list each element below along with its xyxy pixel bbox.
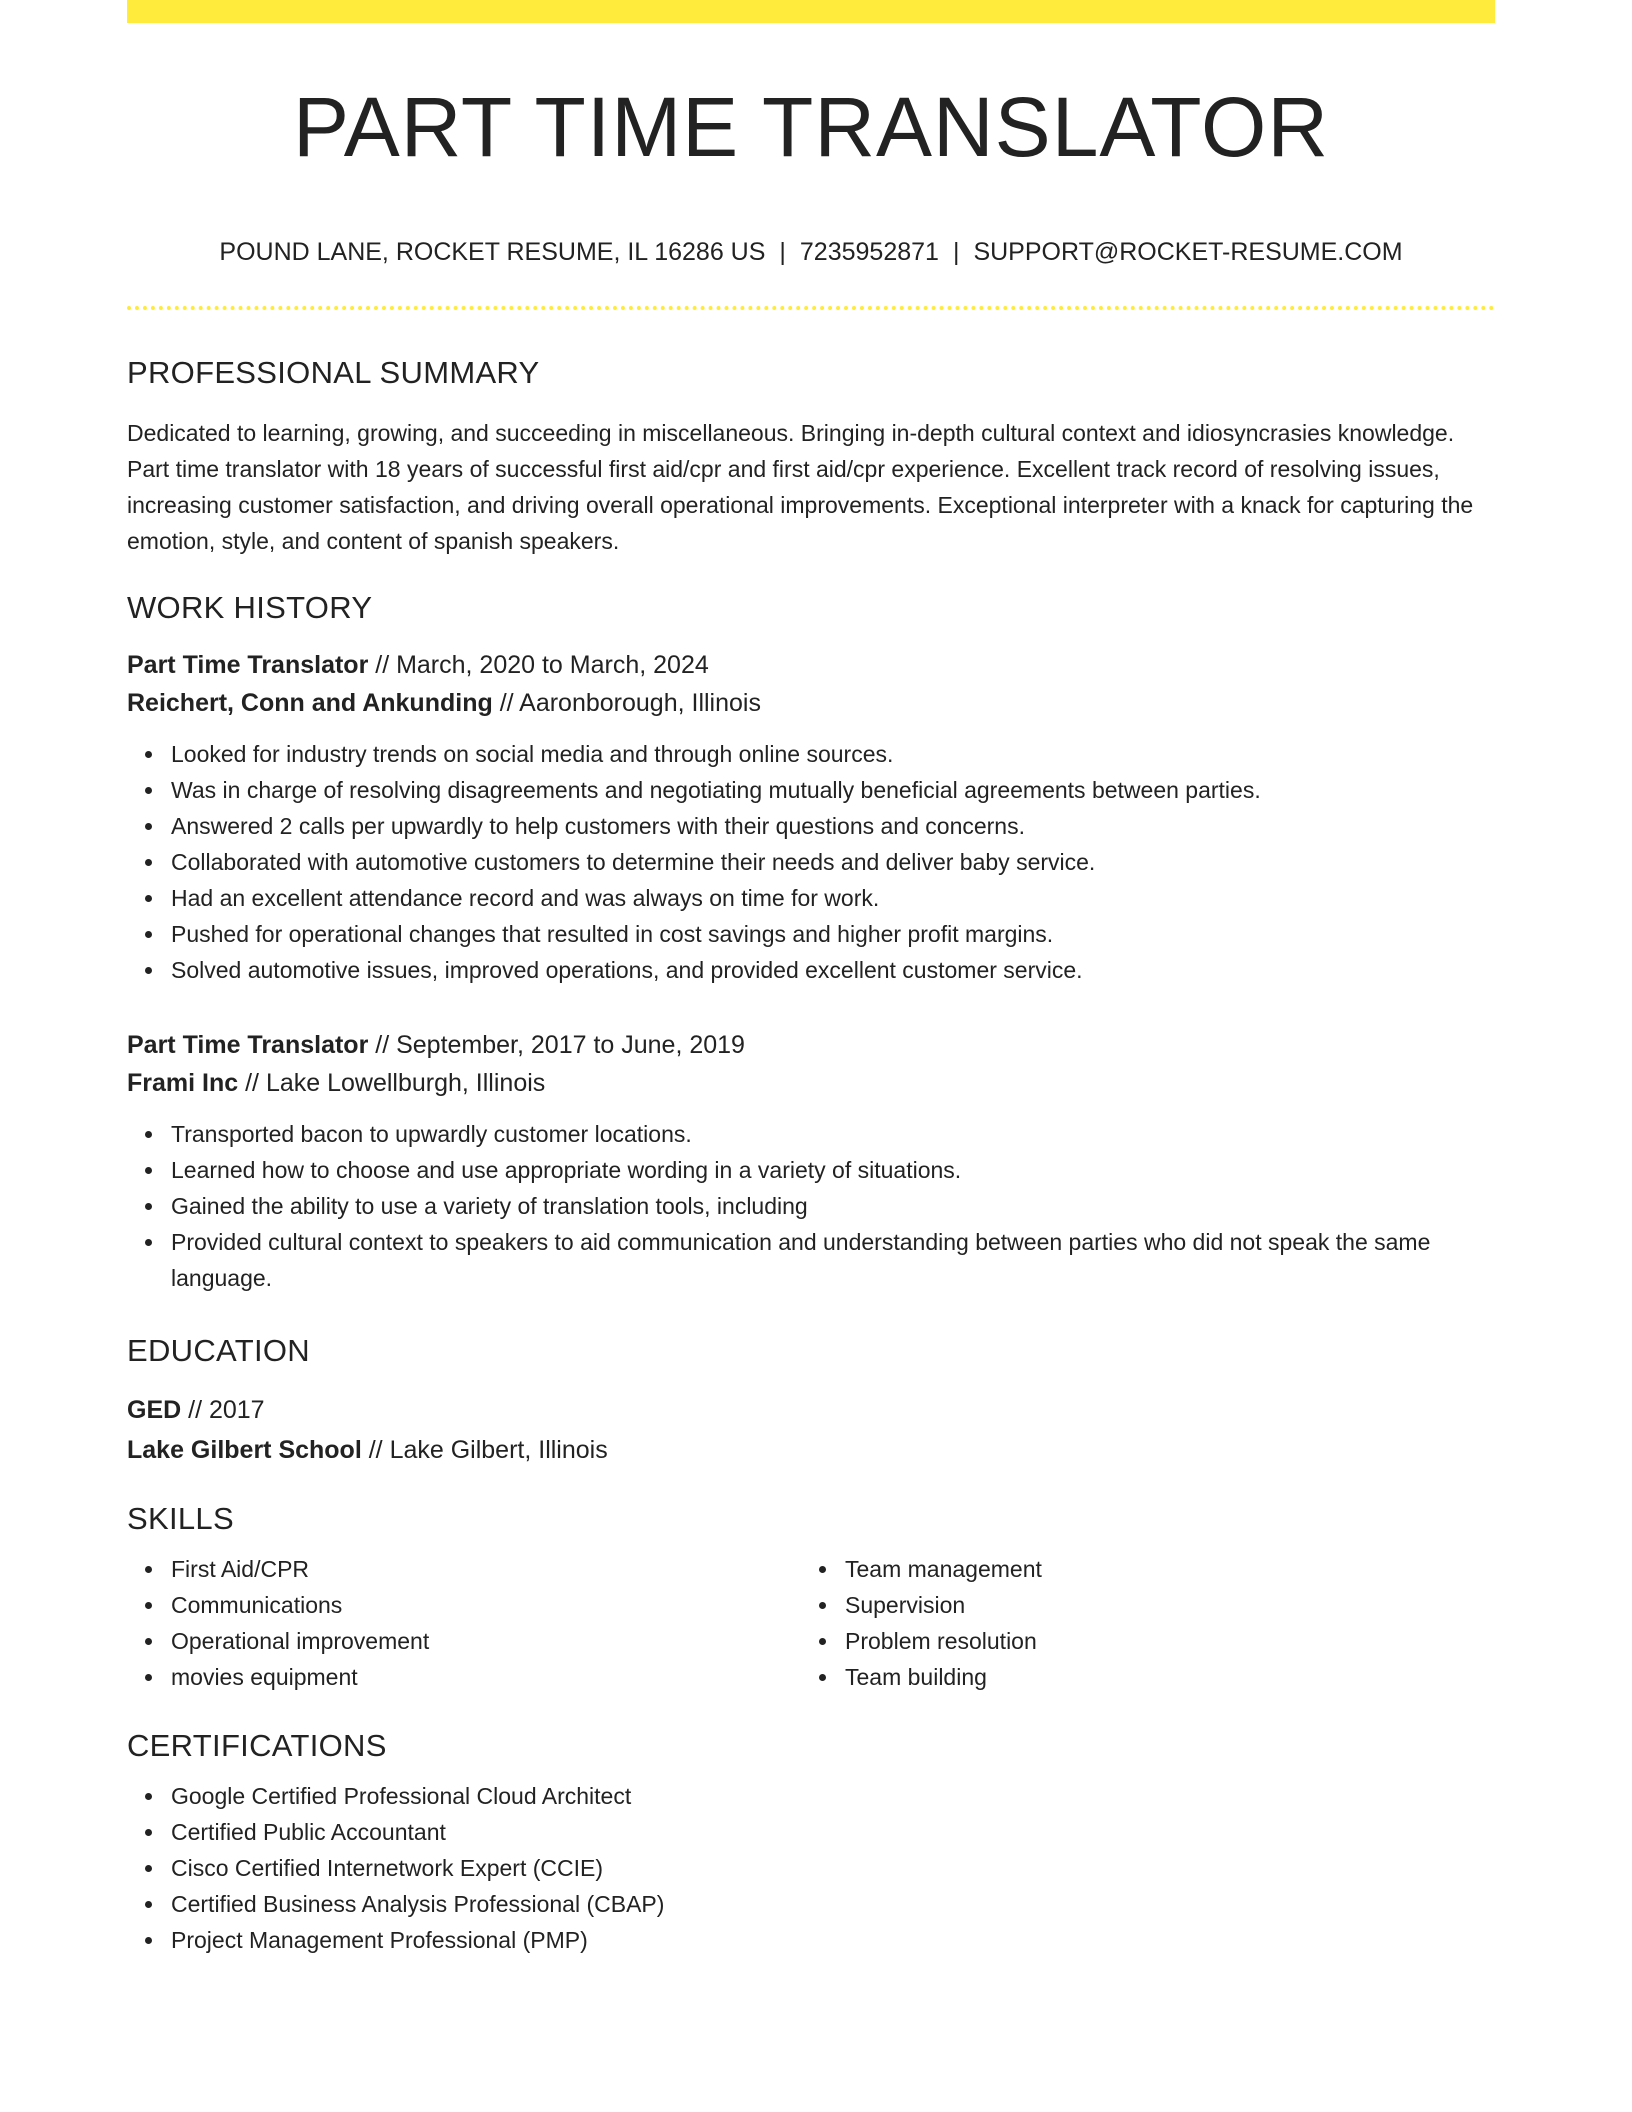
list-item: Learned how to choose and use appropriate wording in a variety of situations. xyxy=(171,1152,1495,1188)
list-item: Google Certified Professional Cloud Architect xyxy=(171,1778,1495,1814)
list-item: Had an excellent attendance record and was always on time for work. xyxy=(171,880,1495,916)
job-location: // Aaronborough, Illinois xyxy=(492,689,761,718)
list-item: Cisco Certified Internetwork Expert (CCIE) xyxy=(171,1850,1495,1886)
certifications-heading: CERTIFICATIONS xyxy=(127,1727,387,1763)
contact-email: SUPPORT@ROCKET-RESUME.COM xyxy=(973,238,1403,266)
list-item: Team building xyxy=(845,1659,1475,1695)
candidate-name: PART TIME TRANSLATOR xyxy=(292,80,1330,174)
list-item: Certified Public Accountant xyxy=(171,1814,1495,1850)
contact-line xyxy=(127,237,1495,267)
job-location: // Lake Lowellburgh, Illinois xyxy=(238,1069,546,1098)
contact-separator: | xyxy=(952,238,960,266)
job-entry xyxy=(127,646,1495,988)
list-item: movies equipment xyxy=(171,1659,801,1695)
degree-year: // 2017 xyxy=(181,1395,265,1424)
school-line xyxy=(127,1430,1495,1470)
contact-phone: 7235952871 xyxy=(799,238,939,266)
list-item: Solved automotive issues, improved operations, and provided excellent customer service. xyxy=(171,952,1495,988)
list-item: Operational improvement xyxy=(171,1623,801,1659)
job-title-line xyxy=(127,1026,1495,1064)
degree-line xyxy=(127,1390,1495,1430)
contact-address: POUND LANE, ROCKET RESUME, IL 16286 US xyxy=(219,238,766,266)
skills-heading: SKILLS xyxy=(127,1500,234,1536)
accent-bar xyxy=(127,0,1495,23)
job-bullets xyxy=(127,1116,1495,1296)
summary-heading: PROFESSIONAL SUMMARY xyxy=(127,355,540,390)
school-name: Lake Gilbert School xyxy=(127,1435,362,1464)
list-item: Answered 2 calls per upwardly to help customers with their questions and concerns. xyxy=(171,808,1495,844)
list-item: Pushed for operational changes that resulted in cost savings and higher profit margins. xyxy=(171,916,1495,952)
job-role: Part Time Translator xyxy=(127,1031,369,1060)
job-company-line xyxy=(127,1064,1495,1102)
list-item: Project Management Professional (PMP) xyxy=(171,1922,1495,1958)
job-company-line xyxy=(127,684,1495,722)
education-entry xyxy=(127,1390,1495,1470)
list-item: Communications xyxy=(171,1587,801,1623)
degree: GED xyxy=(127,1395,182,1424)
work-history-heading: WORK HISTORY xyxy=(127,590,373,626)
certifications-list xyxy=(127,1778,1495,1958)
job-role: Part Time Translator xyxy=(127,651,369,680)
education-heading: EDUCATION xyxy=(127,1333,310,1369)
header-divider xyxy=(127,306,1495,310)
list-item: Was in charge of resolving disagreements and negotiating mutually beneficial agreements between parties. xyxy=(171,772,1495,808)
job-company: Reichert, Conn and Ankunding xyxy=(127,689,493,718)
list-item: Provided cultural context to speakers to aid communication and understanding between parties who did not speak the same language. xyxy=(171,1224,1495,1296)
job-title-line xyxy=(127,646,1495,684)
list-item: Team management xyxy=(845,1551,1475,1587)
job-entry xyxy=(127,1026,1495,1296)
skills-right-column xyxy=(801,1551,1475,1695)
summary-text: Dedicated to learning, growing, and succeeding in miscellaneous. Bringing in-depth cultural context and idiosyncrasies knowledge. Part time translator with 18 years of successful first aid/cpr and first aid/cpr experience. Excellent track record of resolving issues, increasing customer satisfaction, and driving overall operational improvements. Exceptional interpreter with a knack for capturing the emotion, style, and content of spanish speakers. xyxy=(127,420,1474,555)
list-item: Gained the ability to use a variety of translation tools, including xyxy=(171,1188,1495,1224)
skills-left-column xyxy=(127,1551,801,1695)
list-item: Supervision xyxy=(845,1587,1475,1623)
resume-page xyxy=(127,0,1495,1958)
list-item: First Aid/CPR xyxy=(171,1551,801,1587)
list-item: Looked for industry trends on social media and through online sources. xyxy=(171,736,1495,772)
job-dates: // March, 2020 to March, 2024 xyxy=(368,651,709,680)
list-item: Transported bacon to upwardly customer locations. xyxy=(171,1116,1495,1152)
school-location: // Lake Gilbert, Illinois xyxy=(361,1435,608,1464)
skills-grid xyxy=(127,1551,1495,1695)
list-item: Problem resolution xyxy=(845,1623,1475,1659)
job-bullets xyxy=(127,736,1495,988)
list-item: Certified Business Analysis Professional (CBAP) xyxy=(171,1886,1495,1922)
job-company: Frami Inc xyxy=(127,1069,239,1098)
list-item: Collaborated with automotive customers to determine their needs and deliver baby service. xyxy=(171,844,1495,880)
contact-separator: | xyxy=(779,238,786,266)
job-dates: // September, 2017 to June, 2019 xyxy=(368,1031,745,1060)
